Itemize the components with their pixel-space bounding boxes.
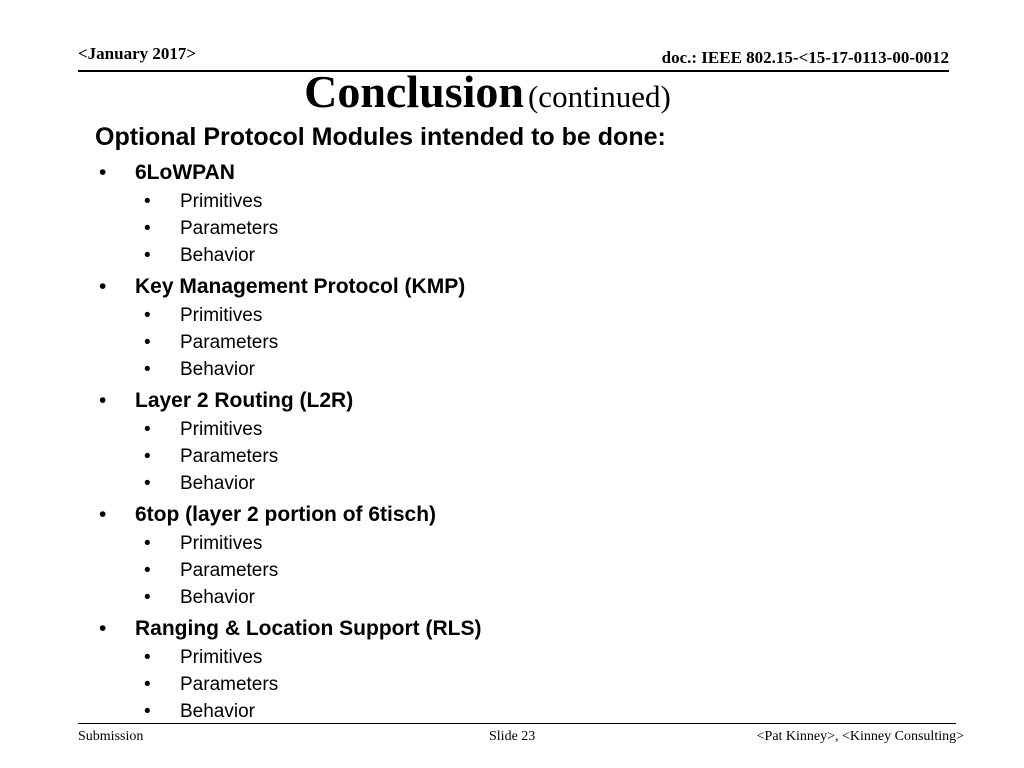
- module-subitem-label: Parameters: [180, 674, 279, 695]
- module-subitem-label: Behavior: [180, 359, 255, 380]
- module-subitem-label: Behavior: [180, 473, 255, 494]
- bullet-icon: •: [144, 419, 151, 440]
- bullet-icon: •: [99, 617, 107, 640]
- bullet-icon: •: [99, 275, 107, 298]
- module-name: Ranging & Location Support (RLS): [135, 617, 482, 640]
- bullet-icon: •: [144, 647, 151, 668]
- module-subitem: [144, 586, 255, 610]
- module-subitem-label: Parameters: [180, 446, 279, 467]
- module-name: Key Management Protocol (KMP): [135, 275, 466, 298]
- bullet-icon: •: [144, 674, 151, 695]
- module-subitem-label: Primitives: [180, 533, 263, 554]
- bullet-icon: •: [99, 161, 107, 184]
- slide-subtitle: Optional Protocol Modules intended to be done:: [95, 123, 666, 151]
- module-item: [99, 616, 482, 642]
- bullet-icon: •: [144, 587, 151, 608]
- module-subitem: [144, 532, 263, 556]
- module-subitem: [144, 304, 263, 328]
- module-name: Layer 2 Routing (L2R): [135, 389, 354, 412]
- bullet-icon: •: [144, 533, 151, 554]
- module-subitem: [144, 418, 263, 442]
- footer-divider: [78, 723, 956, 724]
- module-item: [99, 274, 466, 300]
- module-item: [99, 388, 354, 414]
- module-name: 6top (layer 2 portion of 6tisch): [135, 503, 437, 526]
- header-document-id: doc.: IEEE 802.15-<15-17-0113-00-0012: [661, 48, 949, 67]
- module-subitem-label: Behavior: [180, 701, 255, 722]
- bullet-icon: •: [144, 359, 151, 380]
- module-item: [99, 502, 437, 528]
- bullet-icon: •: [144, 446, 151, 467]
- module-subitem-label: Primitives: [180, 191, 263, 212]
- module-subitem: [144, 700, 255, 724]
- footer-author: <Pat Kinney>, <Kinney Consulting>: [756, 729, 964, 744]
- bullet-icon: •: [144, 191, 151, 212]
- module-subitem: [144, 244, 255, 268]
- bullet-icon: •: [99, 503, 107, 526]
- module-subitem-label: Behavior: [180, 245, 255, 266]
- module-subitem: [144, 190, 263, 214]
- module-item: [99, 160, 235, 186]
- module-subitem: [144, 673, 279, 697]
- bullet-icon: •: [144, 305, 151, 326]
- bullet-icon: •: [144, 560, 151, 581]
- module-subitem: [144, 331, 279, 355]
- bullet-icon: •: [144, 701, 151, 722]
- module-subitem: [144, 559, 279, 583]
- bullet-icon: •: [144, 218, 151, 239]
- module-subitem: [144, 358, 255, 382]
- module-subitem: [144, 217, 279, 241]
- bullet-icon: •: [99, 389, 107, 412]
- module-subitem-label: Behavior: [180, 587, 255, 608]
- module-subitem: [144, 646, 263, 670]
- module-subitem-label: Primitives: [180, 419, 263, 440]
- header-date: <January 2017>: [78, 44, 197, 63]
- bullet-icon: •: [144, 473, 151, 494]
- module-subitem-label: Parameters: [180, 218, 279, 239]
- slide-title-main: Conclusion: [304, 66, 524, 117]
- footer-slide-number: Slide 23: [489, 729, 536, 744]
- footer-submission: Submission: [78, 729, 144, 744]
- module-subitem-label: Primitives: [180, 305, 263, 326]
- slide-title-sub: (continued): [527, 79, 671, 114]
- module-subitem: [144, 472, 255, 496]
- module-subitem-label: Parameters: [180, 560, 279, 581]
- module-name: 6LoWPAN: [135, 161, 235, 184]
- bullet-icon: •: [144, 245, 151, 266]
- module-subitem-label: Parameters: [180, 332, 279, 353]
- module-subitem: [144, 445, 279, 469]
- bullet-icon: •: [144, 332, 151, 353]
- module-subitem-label: Primitives: [180, 647, 263, 668]
